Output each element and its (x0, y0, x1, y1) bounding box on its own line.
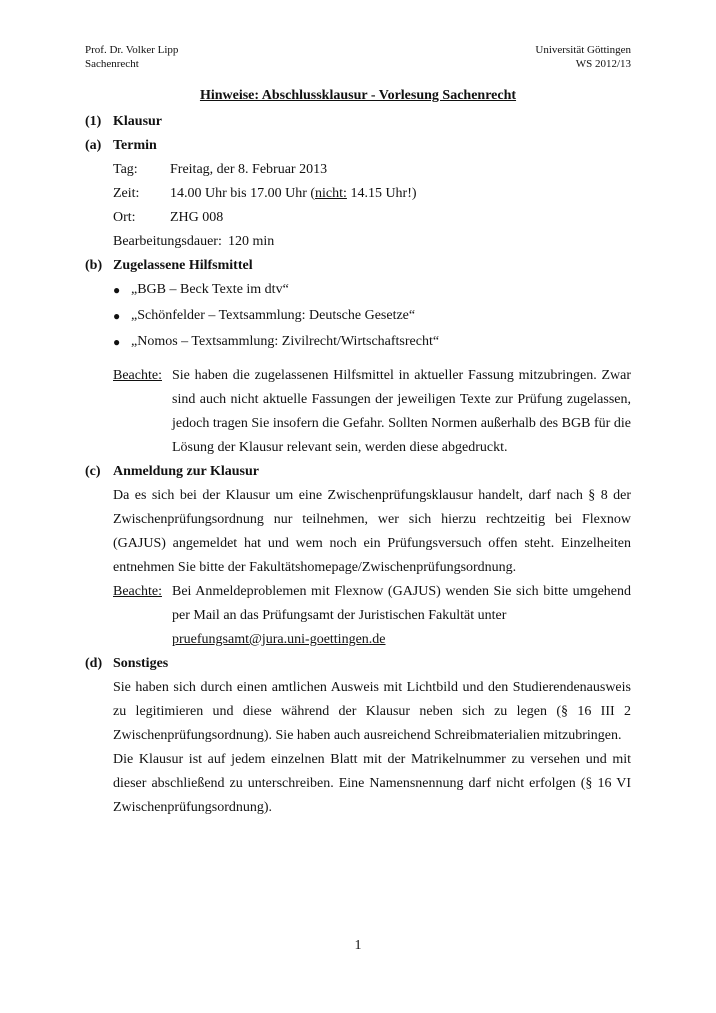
tag-value: Freitag, der 8. Februar 2013 (170, 162, 328, 177)
header-right (535, 43, 631, 71)
paragraph-d-2: Die Klausur ist auf jedem einzelnen Blatt mit der Matrikelnummer zu versehen und mit dieser abschließend zu unterschreiben. Eine Namensnennung darf nicht erfolgen (§ 16 VI Zwischenprüfungsordnung). (113, 752, 631, 815)
list-item (85, 304, 631, 328)
ort-row (85, 206, 631, 230)
section-label: Zugelassene Hilfsmittel (113, 258, 253, 273)
list-item-text: „Schönfelder – Textsammlung: Deutsche Gesetze“ (131, 308, 416, 323)
section-number: (1) (85, 114, 102, 129)
list-item (85, 278, 631, 302)
section-number: (c) (85, 464, 101, 479)
zeit-value-post: 14.15 Uhr!) (346, 186, 417, 201)
section-c-heading (85, 460, 631, 484)
dauer-value: 120 min (228, 234, 275, 249)
header-author: Prof. Dr. Volker Lipp (85, 44, 179, 56)
note-text: Sie haben die zugelassenen Hilfsmittel in aktueller Fassung mitzubringen. Zwar sind auch nicht aktuelle Fassungen der jeweiligen Texte zur Prüfung zugelassen, jedoch tragen Sie insofern die Gefahr. Sollten Normen außerhalb des BGB für die Lösung der Klausur relevant sein, werden diese abgedruckt. (172, 368, 631, 455)
note-label: Beachte: (113, 584, 162, 599)
tag-row (85, 158, 631, 182)
section-number: (d) (85, 656, 103, 671)
zeit-value-pre: 14.00 Uhr bis 17.00 Uhr ( (170, 186, 316, 201)
section-1-heading (85, 110, 631, 134)
header-university: Universität Göttingen (535, 44, 631, 56)
zeit-nicht: nicht: (315, 186, 347, 201)
page-title: Hinweise: Abschlussklausur - Vorlesung Sachenrecht (199, 88, 517, 103)
ort-value: ZHG 008 (170, 210, 224, 225)
section-label: Klausur (113, 114, 163, 129)
zeit-key: Zeit: (113, 186, 140, 201)
dauer-row (85, 230, 631, 254)
paragraph-d-1: Sie haben sich durch einen amtlichen Ausweis mit Lichtbild und den Studierendenausweis zu legitimieren und diese während der Klausur neben sich zu legen (§ 16 III 2 Zwischenprüfungsordnung). Sie haben auch ausreichend Schreibmaterialien mitzubringen. (113, 680, 631, 743)
section-number: (b) (85, 258, 103, 273)
header-left (85, 43, 178, 71)
note-text-wrapper (172, 580, 631, 652)
note-c (85, 580, 631, 652)
bullet-icon: ● (113, 283, 121, 297)
email-link[interactable]: pruefungsamt@jura.uni-goettingen.de (172, 632, 386, 647)
tag-key: Tag: (113, 162, 138, 177)
section-label: Anmeldung zur Klausur (113, 464, 259, 479)
section-a-heading (85, 134, 631, 158)
section-label: Termin (113, 138, 157, 153)
bullet-icon: ● (113, 335, 121, 349)
header-semester: WS 2012/13 (575, 58, 631, 70)
section-number: (a) (85, 138, 102, 153)
note-text: Bei Anmeldeproblemen mit Flexnow (GAJUS) wenden Sie sich bitte umgehend per Mail an das Prüfungsamt der Juristischen Fakultät unter (172, 584, 631, 623)
section-b-heading (85, 254, 631, 278)
header-subject: Sachenrecht (85, 58, 139, 70)
document-body (85, 110, 631, 820)
page-number: 1 (354, 938, 362, 953)
bullet-icon: ● (113, 309, 121, 323)
zeit-row (85, 182, 631, 206)
note-b (85, 364, 631, 460)
list-item-text: „Nomos – Textsammlung: Zivilrecht/Wirtschaftsrecht“ (131, 334, 440, 349)
paragraph-c: Da es sich bei der Klausur um eine Zwischenprüfungsklausur handelt, darf nach § 8 der Zwischenprüfungsordnung nur teilnehmen, wer sich hierzu rechtzeitig bei Flexnow (GAJUS) angemeldet hat und wem noch ein Prüfungsversuch offen steht. Einzelheiten entnehmen Sie bitte der Fakultätshomepage/Zwischenprüfungsordnung. (113, 488, 631, 575)
section-d-heading (85, 652, 631, 676)
zeit-value (170, 182, 417, 206)
list-item-text: „BGB – Beck Texte im dtv“ (131, 282, 289, 297)
note-label: Beachte: (113, 368, 162, 383)
list-item (85, 330, 631, 354)
section-label: Sonstiges (113, 656, 169, 671)
ort-key: Ort: (113, 210, 136, 225)
dauer-key: Bearbeitungsdauer: (113, 234, 222, 249)
